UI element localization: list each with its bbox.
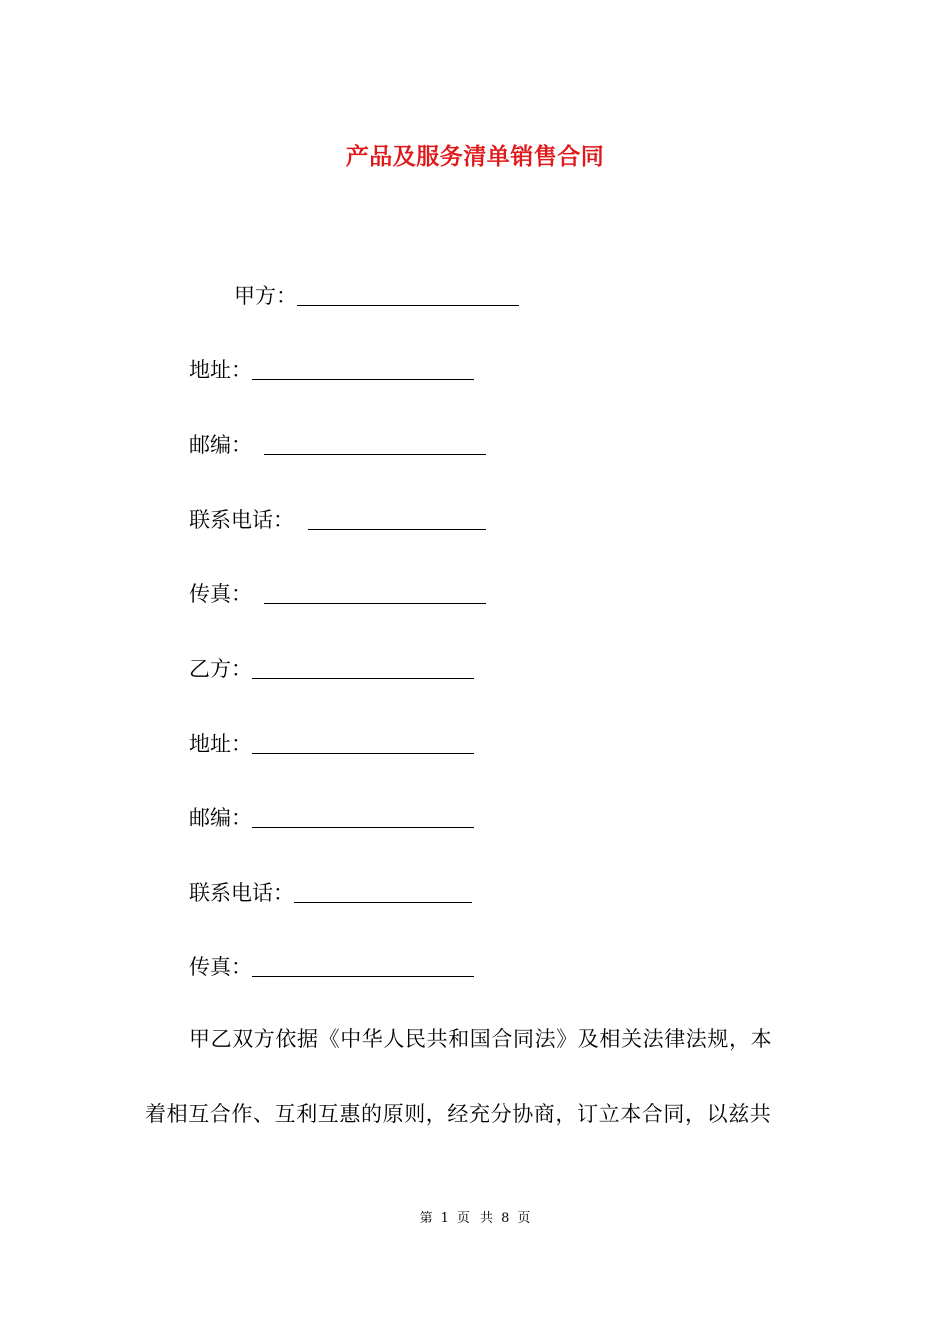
party-a-blank-line[interactable]: [297, 304, 519, 306]
party-b-phone-label: 联系电话：: [189, 881, 294, 905]
party-b-postcode-field: [189, 802, 474, 832]
body-paragraph-line-1: 甲乙双方依据《中华人民共和国合同法》及相关法律法规，本: [189, 1027, 773, 1051]
footer-prefix: 第: [419, 1211, 433, 1226]
page-footer: [0, 1207, 950, 1226]
footer-mid: 页 共: [456, 1211, 494, 1226]
party-a-address-blank-line[interactable]: [252, 378, 474, 380]
party-a-fax-field: [189, 578, 486, 608]
party-b-address-field: [189, 728, 474, 758]
party-a-address-label: 地址：: [189, 358, 252, 382]
party-b-fax-field: [189, 951, 474, 981]
party-b-field: [189, 653, 474, 683]
party-b-fax-label: 传真：: [189, 955, 252, 979]
footer-total-pages: 8: [501, 1211, 510, 1226]
party-a-postcode-blank-line[interactable]: [264, 453, 486, 455]
party-a-phone-blank-line[interactable]: [308, 528, 486, 530]
party-a-postcode-label: 邮编：: [189, 433, 252, 457]
party-a-fax-label: 传真：: [189, 582, 252, 606]
document-title: 产品及服务清单销售合同: [345, 144, 605, 170]
body-paragraph-line-2: 着相互合作、互利互惠的原则，经充分协商，订立本合同，以兹共: [145, 1102, 772, 1126]
party-b-blank-line[interactable]: [252, 677, 474, 679]
party-a-phone-field: [189, 504, 486, 534]
party-b-phone-field: [189, 877, 472, 907]
party-b-postcode-blank-line[interactable]: [252, 826, 474, 828]
party-b-fax-blank-line[interactable]: [252, 975, 474, 977]
footer-suffix: 页: [517, 1211, 531, 1226]
party-a-label: 甲方：: [234, 284, 297, 308]
party-b-label: 乙方：: [189, 657, 252, 681]
party-b-phone-blank-line[interactable]: [294, 901, 472, 903]
party-a-phone-label: 联系电话：: [189, 508, 294, 532]
party-a-address-field: [189, 354, 474, 384]
party-a-postcode-field: [189, 429, 486, 459]
party-a-field: [234, 280, 519, 310]
footer-current-page: 1: [440, 1211, 449, 1226]
party-b-address-blank-line[interactable]: [252, 752, 474, 754]
party-a-fax-blank-line[interactable]: [264, 602, 486, 604]
party-b-address-label: 地址：: [189, 732, 252, 756]
party-b-postcode-label: 邮编：: [189, 806, 252, 830]
